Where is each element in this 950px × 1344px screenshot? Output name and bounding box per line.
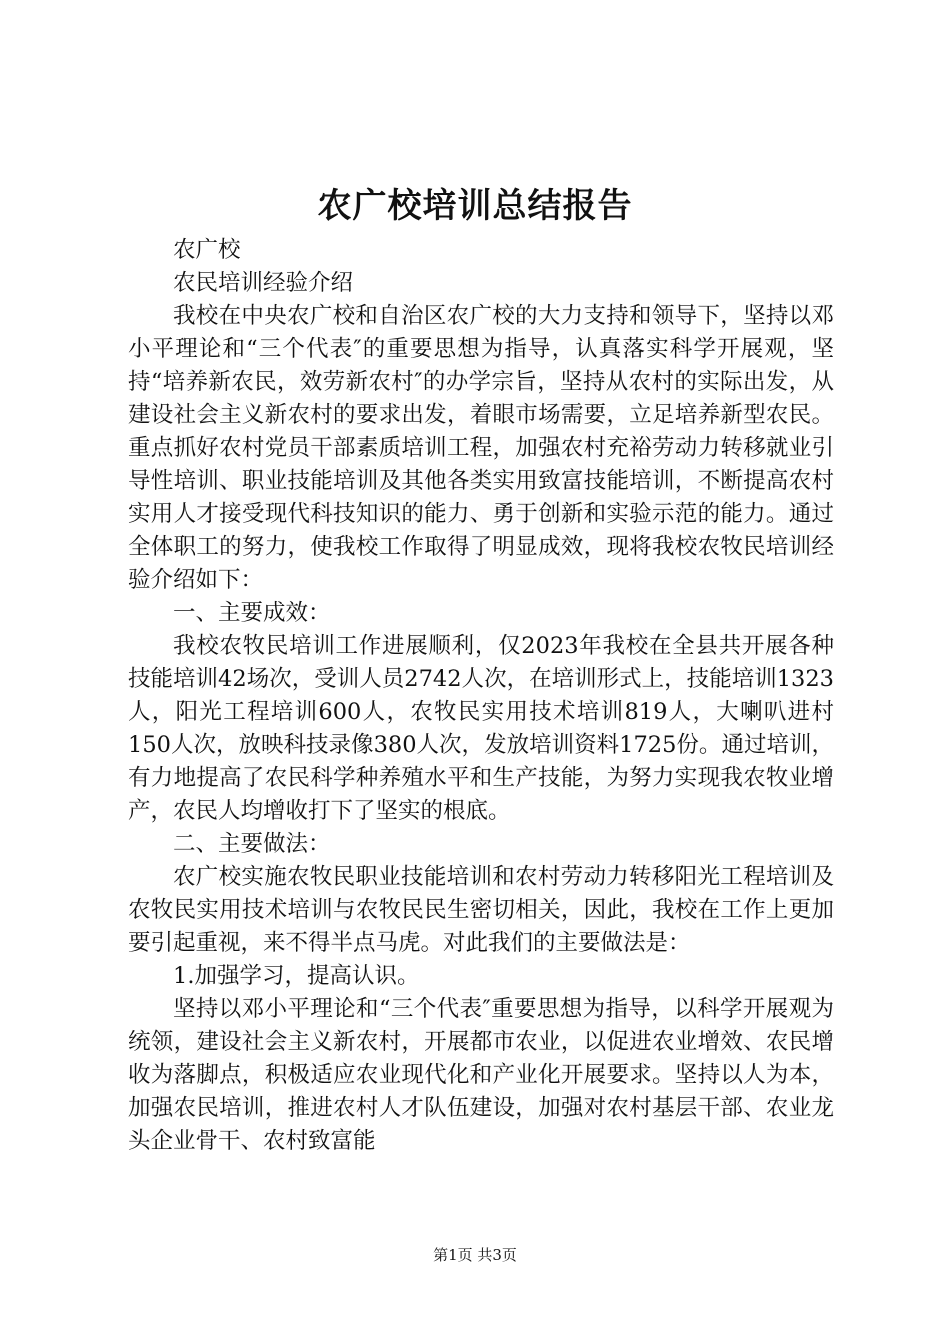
paragraph-results: 我校农牧民培训工作进展顺利，仅2023年我校在全县共开展各种技能培训42场次，受训人员2742人次，在培训形式上，技能培训1323人，阳光工程培训600人，农牧民实用技术培训819人，大喇叭进村150人次，放映科技录像380人次，发放培训资料1725份。通过培训，有力地提高了农民科学种养殖水平和生产技能，为努力实现我农牧业增产，农民人均增收打下了坚实的根底。 [128,633,834,824]
section-heading-results: 一、主要成效： [173,600,331,626]
paragraph-intro: 我校在中央农广校和自治区农广校的大力支持和领导下，坚持以邓小平理论和“三个代表″的重要思想为指导，认真落实科学开展观，坚持“培养新农民，效劳新农村″的办学宗旨，坚持从农村的实际出发，从建设社会主义新农村的要求出发，着眼市场需要，立足培养新型农民。重点抓好农村党员干部素质培训工程，加强农村充裕劳动力转移就业引导性培训、职业技能培训及其他各类实用致富技能培训，不断提高农村实用人才接受现代科技知识的能力、勇于创新和实验示范的能力。通过全体职工的努力，使我校工作取得了明显成效，现将我校农牧民培训经验介绍如下： [128,303,834,593]
document-body [128,234,834,1158]
paragraph-school: 农广校 [173,237,241,263]
page-footer: 第1页 共3页 [433,1246,517,1264]
document-title: 农广校培训总结报告 [317,186,633,226]
section-heading-methods: 二、主要做法： [173,831,331,857]
paragraph-study: 坚持以邓小平理论和“三个代表″重要思想为指导，以科学开展观为统领，建设社会主义新农村，开展都市农业，以促进农业增效、农民增收为落脚点，积极适应农业现代化和产业化开展要求。坚持以人为本，加强农民培训，推进农村人才队伍建设，加强对农村基层干部、农业龙头企业骨干、农村致富能 [128,996,834,1154]
subheading-study: 1.加强学习，提高认识。 [173,963,420,989]
paragraph-subtitle: 农民培训经验介绍 [173,270,354,296]
paragraph-methods: 农广校实施农牧民职业技能培训和农村劳动力转移阳光工程培训及农牧民实用技术培训与农牧民民生密切相关，因此，我校在工作上更加要引起重视，来不得半点马虎。对此我们的主要做法是： [128,864,834,956]
